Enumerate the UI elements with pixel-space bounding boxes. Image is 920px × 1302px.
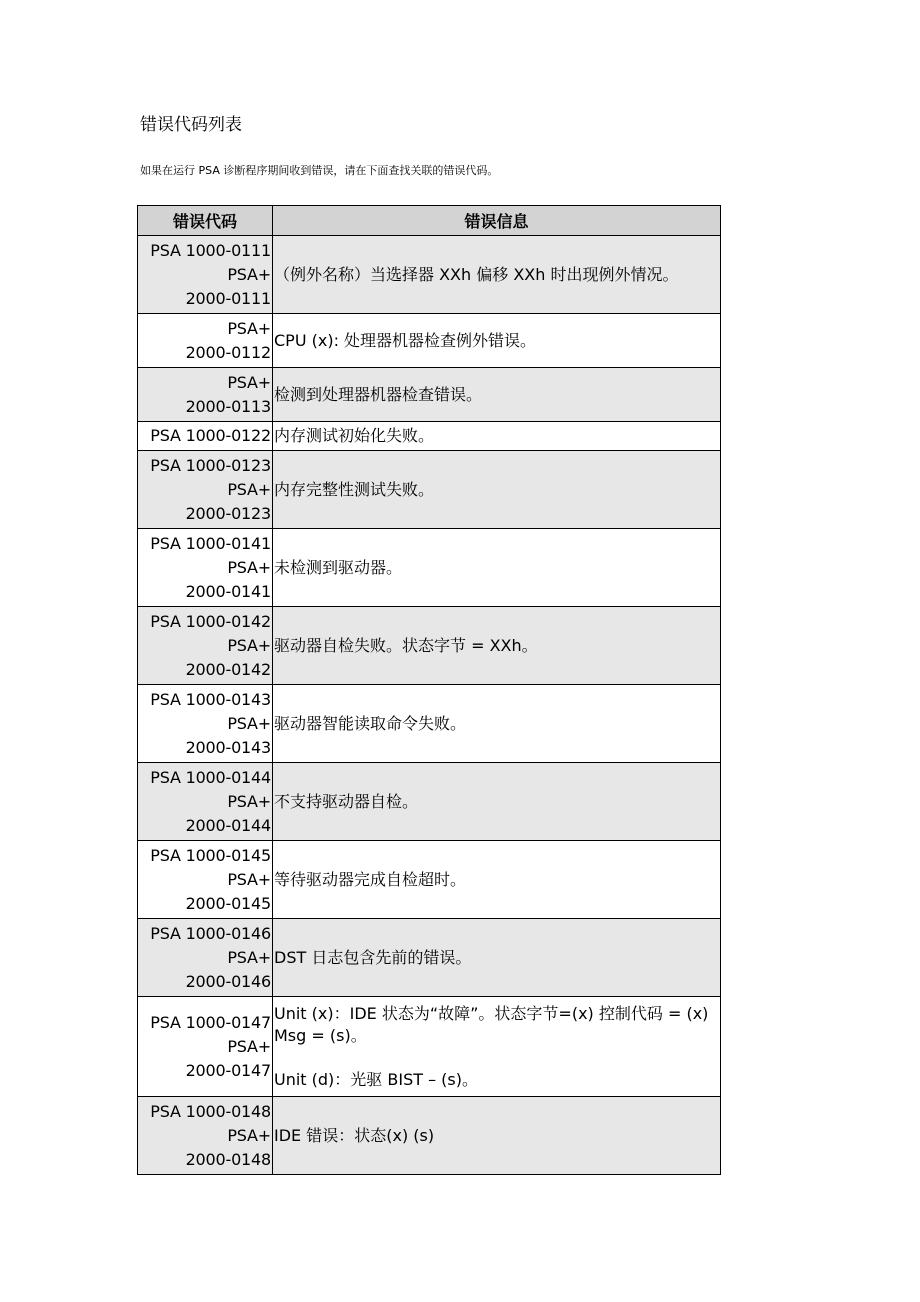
table-row [138,763,721,841]
error-message-text: Unit (d)：光驱 BIST – (s)。 [274,1069,479,1089]
error-code-cell [138,1097,273,1175]
table-row [138,685,721,763]
error-message-cell [273,451,721,529]
error-code-cell [138,451,273,529]
error-code-line: PSA 1000-0141 [150,533,271,553]
page-title: 错误代码列表 [140,115,242,135]
error-code-line: PSA+ [227,1036,271,1056]
error-code-line: PSA+ [227,791,271,811]
error-code-line: PSA 1000-0143 [150,689,271,709]
error-code-line: PSA 1000-0147 [150,1012,271,1032]
error-code-cell [138,422,273,451]
error-message-cell [273,236,721,314]
error-message-cell [273,1097,721,1175]
error-code-line: 2000-0112 [185,342,271,362]
error-message-text: 检测到处理器机器检查错误。 [274,384,483,404]
error-code-line: 2000-0148 [185,1149,271,1169]
error-message-cell [273,919,721,997]
error-code-line: 2000-0123 [185,503,271,523]
error-message-text: Unit (x)：IDE 状态为“故障”。状态字节=(x) 控制代码 = (x) Msg = (s)。 [274,1003,709,1045]
error-code-line: PSA 1000-0145 [150,845,271,865]
table-row [138,919,721,997]
error-code-line: 2000-0143 [185,737,271,757]
error-message-text: 内存完整性测试失败。 [274,479,435,499]
error-code-cell [138,236,273,314]
table-row [138,368,721,422]
error-message-text: 等待驱动器完成自检超时。 [274,869,467,889]
error-code-line: PSA 1000-0144 [150,767,271,787]
error-code-line: PSA 1000-0123 [150,455,271,475]
error-code-line: PSA+ [227,713,271,733]
table-row [138,1097,721,1175]
error-code-cell [138,368,273,422]
table-row [138,314,721,368]
error-code-line: PSA 1000-0142 [150,611,271,631]
error-code-cell [138,607,273,685]
error-code-line: PSA 1000-0122 [150,426,271,445]
table-row [138,236,721,314]
error-message-text: 驱动器智能读取命令失败。 [274,713,467,733]
error-code-line: PSA+ [227,557,271,577]
error-message-text: 内存测试初始化失败。 [274,426,435,445]
error-code-line: PSA+ [227,947,271,967]
error-code-line: 2000-0147 [185,1060,271,1080]
error-code-line: 2000-0111 [185,288,271,308]
error-code-line: 2000-0145 [185,893,271,913]
error-message-text: （例外名称）当选择器 XXh 偏移 XXh 时出现例外情况。 [274,264,679,284]
error-message-cell [273,997,721,1097]
error-code-line: 2000-0144 [185,815,271,835]
error-message-cell [273,368,721,422]
intro-text: 如果在运行 PSA 诊断程序期间收到错误，请在下面查找关联的错误代码。 [140,164,499,177]
error-code-cell [138,763,273,841]
error-message-text: 驱动器自检失败。状态字节 = XXh。 [274,635,538,655]
table-row [138,422,721,451]
error-message-text: 不支持驱动器自检。 [274,791,419,811]
column-header-message: 错误信息 [273,206,721,236]
error-code-line: PSA+ [227,635,271,655]
error-message-text: DST 日志包含先前的错误。 [274,947,472,967]
error-code-line: 2000-0113 [185,396,271,416]
error-message-cell [273,841,721,919]
error-message-cell [273,314,721,368]
error-message-text: 未检测到驱动器。 [274,557,403,577]
table-row [138,841,721,919]
table-row [138,997,721,1097]
error-code-line: PSA+ [227,264,271,284]
error-code-line: PSA+ [227,1125,271,1145]
error-code-line: PSA 1000-0111 [150,240,271,260]
table-row [138,529,721,607]
error-code-cell [138,685,273,763]
error-message-cell [273,422,721,451]
error-message-cell [273,529,721,607]
error-message-text: IDE 错误：状态(x) (s) [274,1125,435,1145]
error-code-line: 2000-0142 [185,659,271,679]
error-code-line: PSA 1000-0146 [150,923,271,943]
error-code-cell [138,919,273,997]
error-code-cell [138,314,273,368]
error-code-cell [138,529,273,607]
error-code-line: PSA+ [227,479,271,499]
error-code-line: PSA+ [227,869,271,889]
table-row [138,607,721,685]
error-code-line: PSA 1000-0148 [150,1101,271,1121]
table-row [138,451,721,529]
error-message-cell [273,607,721,685]
error-code-cell [138,841,273,919]
column-header-code: 错误代码 [138,206,273,236]
paragraph-spacer [274,1047,719,1069]
error-code-table [137,205,721,1175]
error-message-text: CPU (x): 处理器机器检查例外错误。 [274,330,537,350]
error-code-cell [138,997,273,1097]
error-code-line: 2000-0141 [185,581,271,601]
error-code-line: 2000-0146 [185,971,271,991]
error-message-cell [273,685,721,763]
error-code-line: PSA+ [227,372,271,392]
error-message-cell [273,763,721,841]
error-code-line: PSA+ [227,318,271,338]
table-header-row [138,206,721,236]
